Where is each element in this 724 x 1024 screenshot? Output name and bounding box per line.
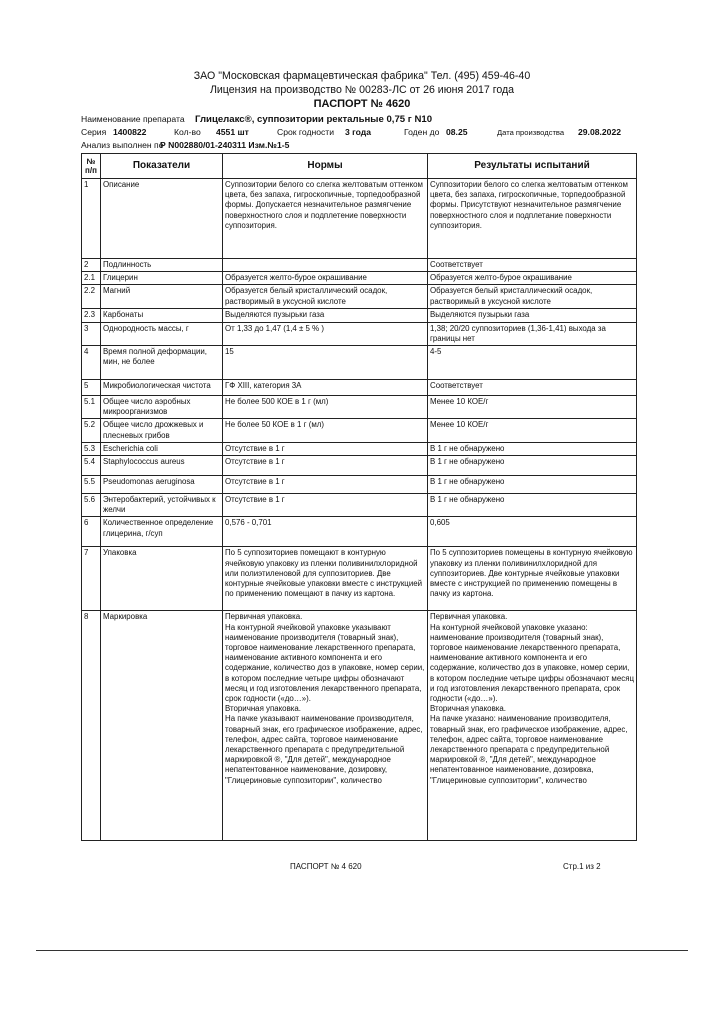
row-indicator: Упаковка	[101, 547, 223, 611]
row-number: 5.4	[82, 456, 101, 476]
row-norm	[223, 259, 428, 272]
table-row	[82, 442, 637, 455]
table-row	[82, 611, 637, 841]
row-result: Выделяются пузырьки газа	[428, 309, 637, 322]
row-indicator: Глицерин	[101, 272, 223, 285]
row-norm: 15	[223, 346, 428, 380]
row-result: В 1 г не обнаружено	[428, 442, 637, 455]
production-date-label: Дата производства	[497, 128, 565, 137]
table-row	[82, 322, 637, 345]
table-row	[82, 259, 637, 272]
production-date-value: 29.08.2022	[578, 127, 622, 137]
shelf-life-value: 3 года	[345, 127, 372, 137]
row-result: В 1 г не обнаружено	[428, 494, 637, 517]
table-header-row	[82, 154, 637, 179]
row-norm: 0,576 - 0,701	[223, 517, 428, 547]
row-number: 3	[82, 322, 101, 345]
table-row	[82, 179, 637, 259]
row-indicator: Время полной деформации, мин, не более	[101, 346, 223, 380]
analysis-label: Анализ выполнен по	[81, 140, 164, 150]
col-header-number: № п/п	[82, 154, 101, 179]
table-row	[82, 547, 637, 611]
row-result: 1,38; 20/20 суппозиториев (1,36-1,41) выхода за границы нет	[428, 322, 637, 345]
row-indicator: Staphylococcus aureus	[101, 456, 223, 476]
passport-table	[81, 153, 637, 841]
row-number: 1	[82, 179, 101, 259]
row-indicator: Карбонаты	[101, 309, 223, 322]
row-result: Соответствует	[428, 380, 637, 396]
row-number: 8	[82, 611, 101, 841]
row-result: 4-5	[428, 346, 637, 380]
row-result: В 1 г не обнаружено	[428, 456, 637, 476]
page-edge-line	[36, 950, 688, 951]
row-indicator: Количественное определение глицерина, г/суп	[101, 517, 223, 547]
row-result: 0,605	[428, 517, 637, 547]
series-label: Серия	[81, 127, 107, 137]
row-indicator: Escherichia coli	[101, 442, 223, 455]
table-row	[82, 380, 637, 396]
table-row	[82, 272, 637, 285]
row-norm: Не более 50 КОЕ в 1 г (мл)	[223, 419, 428, 442]
table-row	[82, 346, 637, 380]
row-number: 5.3	[82, 442, 101, 455]
row-indicator: Однородность массы, г	[101, 322, 223, 345]
row-result: Менее 10 КОЕ/г	[428, 396, 637, 419]
series-value: 1400822	[113, 127, 147, 137]
row-indicator: Микробиологическая чистота	[101, 380, 223, 396]
table-row	[82, 419, 637, 442]
passport-title: ПАСПОРТ № 4620	[313, 98, 411, 110]
row-number: 5	[82, 380, 101, 396]
row-norm: Первичная упаковка. На контурной ячейковой упаковке указывают наименование производителя (товарный знак), торговое наименование лекарственного препарата, наименование активного компонента и его содержание, количество доз в упаковке, номер серии, в котором последние четыре цифры обозначают месяц и год изготовления лекарственного препарата, срок годности («до…»). Вторичная упаковка. На пачке указывают наименование производителя, товарный знак, его графическое изображение, адрес, телефон, адрес сайта, торговое наименование лекарственного препарата с предупредительной маркировкой ®, "Для детей", международное непатентованное наименование, дозировку, "Глицериновые суппозитории", количество	[223, 611, 428, 841]
row-indicator: Pseudomonas aeruginosa	[101, 476, 223, 494]
table-row	[82, 517, 637, 547]
table-row	[82, 285, 637, 309]
row-number: 5.5	[82, 476, 101, 494]
col-header-indicator: Показатели	[101, 154, 223, 179]
row-norm: ГФ XIII, категория 3А	[223, 380, 428, 396]
row-indicator: Маркировка	[101, 611, 223, 841]
row-norm: Отсутствие в 1 г	[223, 442, 428, 455]
row-norm: По 5 суппозиториев помещают в контурную ячейковую упаковку из пленки поливинилхлоридной или полиэтиленовой для суппозиториев. Две контурные ячейковые упаковки вместе с инструкцией по применению помещают в пачку из картона.	[223, 547, 428, 611]
row-indicator: Подлинность	[101, 259, 223, 272]
row-norm: Отсутствие в 1 г	[223, 456, 428, 476]
row-number: 5.1	[82, 396, 101, 419]
row-result: Менее 10 КОЕ/г	[428, 419, 637, 442]
company-line: ЗАО "Московская фармацевтическая фабрика" Тел. (495) 459-46-40	[193, 70, 531, 82]
row-number: 6	[82, 517, 101, 547]
row-norm: Отсутствие в 1 г	[223, 494, 428, 517]
drug-name-label: Наименование препарата	[81, 114, 185, 124]
drug-name-value: Глицелакс®, суппозитории ректальные 0,75 г N10	[195, 114, 433, 125]
row-number: 2	[82, 259, 101, 272]
footer-passport-number: ПАСПОРТ № 4 620	[290, 862, 362, 871]
shelf-life-label: Срок годности	[277, 127, 335, 137]
row-norm: Суппозитории белого со слегка желтоватым оттенком цвета, без запаха, гигроскопичные, торпедообразной формы. Допускается незначительное размягчение поверхностного слоя и подплетение поверхности суппозитория.	[223, 179, 428, 259]
table-row	[82, 309, 637, 322]
expiry-value: 08.25	[446, 127, 468, 137]
row-number: 5.2	[82, 419, 101, 442]
table-row	[82, 494, 637, 517]
row-norm: Не более 500 КОЕ в 1 г (мл)	[223, 396, 428, 419]
row-number: 4	[82, 346, 101, 380]
row-indicator: Энтеробактерий, устойчивых к желчи	[101, 494, 223, 517]
quantity-label: Кол-во	[174, 127, 201, 137]
analysis-value: Р N002880/01-240311 Изм.№1-5	[160, 140, 290, 150]
row-indicator: Описание	[101, 179, 223, 259]
row-result: Первичная упаковка. На контурной ячейковой упаковке указано: наименование производителя (товарный знак), торговое наименование лекарственного препарата, наименование активного компонента и его содержание, количество доз в упаковке, номер серии, в котором последние четыре цифры обозначают месяц и год изготовления лекарственного препарата, срок годности («до…»). Вторичная упаковка. На пачке указано: наименование производителя, товарный знак, его графическое изображение, адрес, телефон, адрес сайта, торговое наименование лекарственного препарата с предупредительной маркировкой ®, "Для детей", международное непатентованное наименование, дозировка, "Глицериновые суппозитории", количество	[428, 611, 637, 841]
row-result: Образуется белый кристаллический осадок, растворимый в уксусной кислоте	[428, 285, 637, 309]
row-norm: Отсутствие в 1 г	[223, 476, 428, 494]
row-result: По 5 суппозиториев помещены в контурную ячейковую упаковку из пленки поливинилхлоридной для суппозиториев. Две контурные ячейковые упаковки вместе с инструкцией по применению помещены в пачку из картона.	[428, 547, 637, 611]
footer-page-number: Стр.1 из 2	[563, 862, 601, 871]
table-row	[82, 456, 637, 476]
table-row	[82, 396, 637, 419]
row-indicator: Общее число дрожжевых и плесневых грибов	[101, 419, 223, 442]
quantity-value: 4551 шт	[216, 127, 249, 137]
row-number: 5.6	[82, 494, 101, 517]
row-norm: Образуется желто-бурое окрашивание	[223, 272, 428, 285]
row-norm: Образуется белый кристаллический осадок, растворимый в уксусной кислоте	[223, 285, 428, 309]
row-norm: От 1,33 до 1,47 (1,4 ± 5 % )	[223, 322, 428, 345]
col-header-norms: Нормы	[223, 154, 428, 179]
row-result: Суппозитории белого со слегка желтоватым оттенком цвета, без запаха, гигроскопичные, торпедообразной формы. Присутствуют незначительное размягчение поверхностного слоя и подплетание поверхности суппозитория.	[428, 179, 637, 259]
row-indicator: Общее число аэробных микроорганизмов	[101, 396, 223, 419]
row-number: 2.2	[82, 285, 101, 309]
row-norm: Выделяются пузырьки газа	[223, 309, 428, 322]
license-line: Лицензия на производство № 00283-ЛС от 26 июня 2017 года	[209, 84, 515, 96]
expiry-label: Годен до	[404, 127, 440, 137]
table-row	[82, 476, 637, 494]
col-header-results: Результаты испытаний	[428, 154, 637, 179]
row-result: В 1 г не обнаружено	[428, 476, 637, 494]
row-number: 2.1	[82, 272, 101, 285]
row-number: 7	[82, 547, 101, 611]
row-indicator: Магний	[101, 285, 223, 309]
row-result: Соответствует	[428, 259, 637, 272]
row-result: Образуется желто-бурое окрашивание	[428, 272, 637, 285]
row-number: 2.3	[82, 309, 101, 322]
